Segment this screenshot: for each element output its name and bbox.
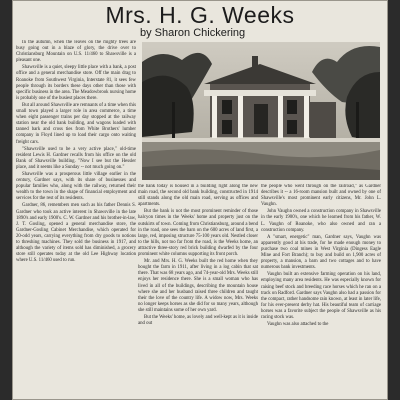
text-column-left: [16, 40, 136, 396]
house-photo-icon: [142, 42, 380, 180]
paragraph: But all around Shawsville are remnants of a time when this small town played a larger role in area commerce, a time when eight passenger trains per day stopped at the railway station near the old bank building, and wagons loaded with tanned bark and cross ties from White Brothers' lumber company in Floyd lined up to load their cargo onto waiting freight cars.: [16, 102, 136, 145]
paragraph: Vaughn was also attached to the: [267, 322, 329, 328]
text-column-middle: [138, 184, 258, 396]
paragraph: But the Weeks' home, as lovely and well-kept as it is inside and out: [138, 314, 258, 327]
paragraph: "Shawsville used to be a very active place," old-time resident Lewis H. Gardner recalls from his office on the old Bank of Shawsville building. "Now I see but the Hessler place, and it seems like a Sunday -- not much going on.": [16, 146, 136, 170]
paragraph: Shawsville was a prosperous little village earlier in the century, Gardner says, with its share of businesses and popular families who, along with the railway, returned their wealth to the town in the shape of financial employment and services for the rest of its residents.: [16, 171, 136, 202]
paragraph: John Vaughn owned a construction company in Shawsville in the early 1900's, one which he learned from his father, W. L. Vaughn of Roanoke, who also owned and ran a construction company.: [261, 209, 381, 233]
magazine-page: [12, 0, 388, 400]
paragraph: Gardner, 86, remembers men such as his father Dennis S. Gardner who took an active interest in Shawsville in the late 1890's and early 1900's. C. W. Gardner and his brother-in-law, J. T. Gosling, opened a general merchandise store, the Gardner-Gosling Cabinet Merchandise, which operated for 20-odd years, carrying everything from dry goods to notions to threshing machines. They sold the business in 1917, and although the variety of items sold has diminished, a grocery store still operates today at the old Lee Highway location where U.S. 11/460 used to run.: [16, 203, 136, 264]
article-title: Mrs. H. G. Weeks: [105, 2, 295, 28]
paragraph: In the autumn, when the leaves on the mighty trees are busy going out in a blaze of glory, the drive over to Christiansburg Mountain on U.S. 11/460 to Shawsville is a pleasant one.: [16, 40, 136, 64]
paragraph: the people who went through on the railroad," as Gardner describes it -- a 16-room mansion built and owned by one of Shawsville's most prominent early citizens, Mr. John L. Vaughn.: [261, 184, 381, 208]
paragraph: the bank today is housed in a building right along the new main road, the second old bank building, constructed in 1914 still stands along the old main road, serving as offices and apartments.: [138, 184, 258, 208]
paragraph: A "smart, energetic" man, Gardner says, Vaughn was apparently good at his trade, for he made enough money to purchase two coal mines in West Virginia (Dingess Eagle Mine and Fort Branch); to buy and build on 1,900 acres of property, a mansion, a barn and two cottages and to have numerous bank investments.: [261, 234, 381, 271]
paragraph: Vaughn built an extensive farming operation on his land, employing many area residents. He was especially known for raising beef stock and breeding race horses which he ran on a track on Radford. Gardner says Vaughn also had a passion for the compact, rather handsome rain known, at least in later life, for his ever-present derby hat. His beautiful team of carriage horses was a favorite subject the people of Shawsville as his racing stock was.: [261, 272, 381, 320]
paragraph: Mr. and Mrs. H. G. Weeks built the red home when they bought the farm in 1911, after living in a log cabin that sat there. That was 68 years ago, and 74-year-old Mrs. Weeks still enjoys her residence there. She is a small woman who has lived in all of the buildings, describing the mountain house where she and her husband raised three children and taught their the love of the country life. A widow now, Mrs. Weeks no longer keeps horses as she did for so many years, although she still maintains some of her own yard.: [138, 259, 258, 313]
house-photo: [142, 42, 380, 180]
text-column-right: [261, 184, 381, 396]
article-byline: by Sharon Chickering: [140, 27, 246, 39]
paragraph: But the bank is not the most prominent reminder of those halcyon times in the Weeks' home and property just on the outskirts of town. Coming from Christiansburg, around a bend in the road, one sees the barn on the 600 acres of land first, a large, red, imposing structure 75-100 years old. Nestled closer to the hills, not too far from the road, is the Weeks home, an attractive three-story red brick building dwarfed by the four prominent white columns supporting its front porch.: [138, 209, 258, 258]
paragraph: Shawsville is a quiet, sleepy little place with a bank, a post office and a general merchandise store. Off the main drag to Roanoke from Southwest Virginia, Interstate 81, it sees few people through its borders these days other than those with specific business in the area. The Meadowbrook nursing home is probably one of the busiest places there.: [16, 65, 136, 101]
